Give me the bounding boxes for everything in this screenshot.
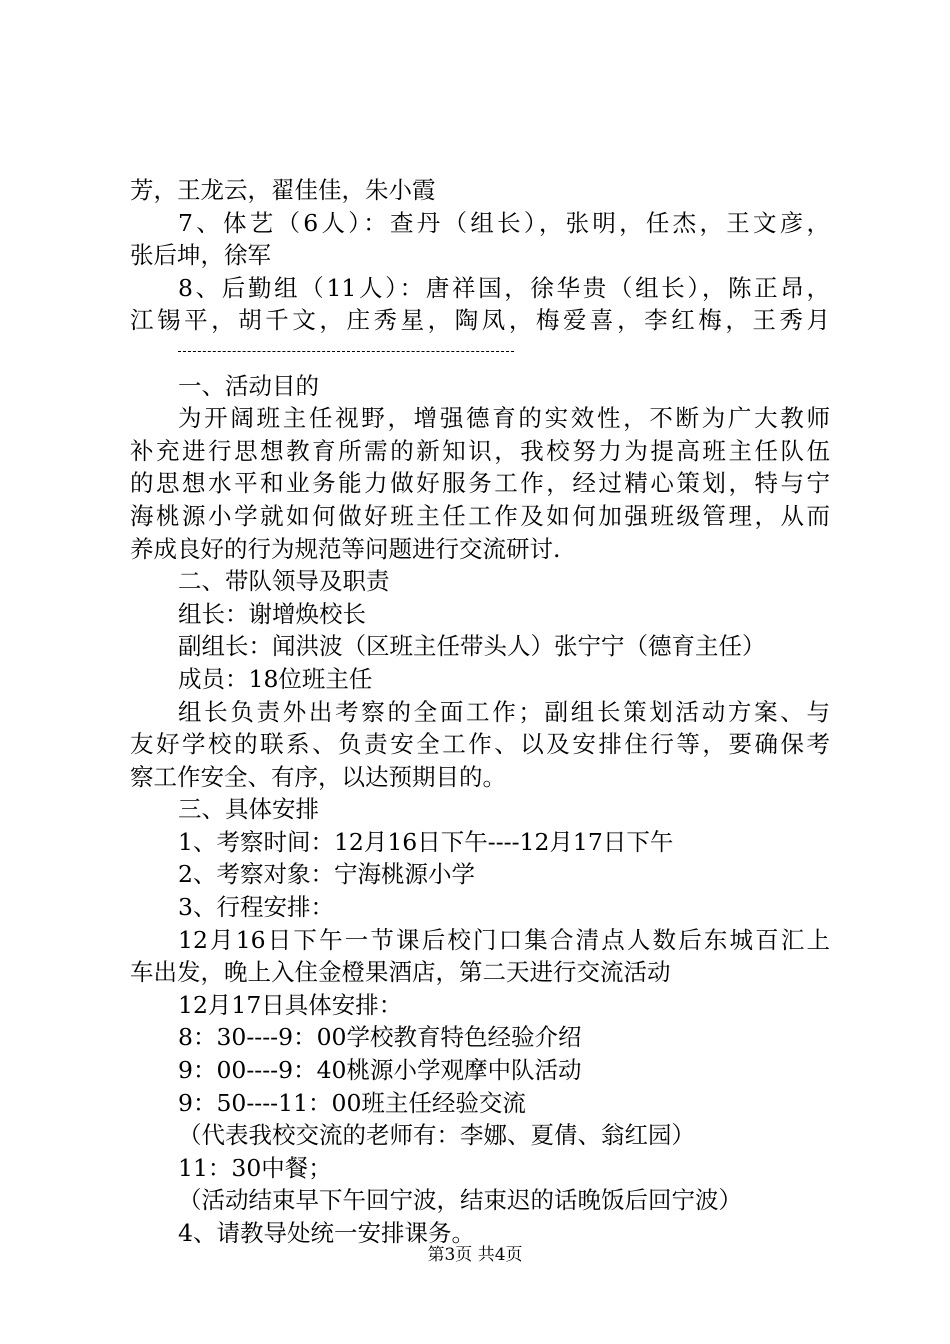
- paragraph-line: 补充进行思想教育所需的新知识，我校努力为提高班主任队伍: [130, 436, 830, 465]
- text-line: （代表我校交流的老师有：李娜、夏倩、翁红园）: [178, 1121, 695, 1150]
- text-line: 组长：谢增焕校长: [178, 599, 366, 628]
- text-line: 4、请教导处统一安排课务。: [178, 1219, 475, 1247]
- text-line: （活动结束早下午回宁波，结束迟的话晚饭后回宁波）: [178, 1186, 742, 1215]
- text-line: 12月17日具体安排：: [178, 990, 403, 1019]
- text-line: 1、考察时间：12月16日下午----12月17日下午: [178, 827, 674, 856]
- paragraph-line: 组长负责外出考察的全面工作；副组长策划活动方案、与: [178, 697, 830, 726]
- paragraph-line: 友好学校的联系、负责安全工作、以及安排住行等，要确保考: [130, 730, 830, 759]
- text-line: 张后坤，徐军: [130, 241, 271, 270]
- dashed-separator: [130, 337, 830, 370]
- text-line: 3、行程安排：: [178, 893, 334, 922]
- paragraph-line: 车出发，晚上入住金橙果酒店，第二天进行交流活动: [130, 958, 671, 987]
- paragraph-line: 察工作安全、有序，以达预期目的。: [130, 762, 506, 791]
- document-body: [130, 174, 830, 1250]
- list-item-tiyi: 7、体艺（6人）：查丹（组长），张明，任杰，王文彦，: [178, 208, 830, 237]
- page-number-footer: 第3页 共4页: [427, 1245, 523, 1265]
- text-line: 2、考察对象：宁海桃源小学: [178, 860, 475, 889]
- text-line: 芳，王龙云，翟佳佳，朱小霞: [130, 176, 436, 204]
- paragraph-line: 12月16日下午一节课后校门口集合清点人数后东城百汇上: [178, 925, 830, 954]
- paragraph-line: 为开阔班主任视野，增强德育的实效性，不断为广大教师: [178, 404, 830, 433]
- section-heading-arrangement: 三、具体安排: [178, 795, 319, 824]
- schedule-item: 11：30中餐；: [178, 1153, 332, 1182]
- paragraph-line: 养成良好的行为规范等问题进行交流研讨.: [130, 534, 561, 563]
- text-line: 副组长：闻洪波（区班主任带头人）张宁宁（德育主任）: [178, 632, 766, 661]
- paragraph-line: 海桃源小学就如何做好班主任工作及如何加强班级管理，从而: [130, 501, 830, 530]
- section-heading-leaders: 二、带队领导及职责: [178, 567, 390, 596]
- schedule-item: 9：50----11：00班主任经验交流: [178, 1088, 526, 1117]
- list-item-houqin: 8、后勤组（11人）：唐祥国，徐华贵（组长），陈正昂，: [178, 273, 830, 302]
- schedule-item: 8：30----9：00学校教育特色经验介绍: [178, 1023, 582, 1052]
- text-line: 江锡平，胡千文，庄秀星，陶凤，梅爱喜，李红梅，王秀月: [130, 306, 830, 335]
- text-line: 成员：18位班主任: [178, 664, 373, 693]
- section-heading-purpose: 一、活动目的: [178, 371, 319, 400]
- paragraph-line: 的思想水平和业务能力做好服务工作，经过精心策划，特与宁: [130, 469, 830, 498]
- schedule-item: 9：00----9：40桃源小学观摩中队活动: [178, 1056, 582, 1085]
